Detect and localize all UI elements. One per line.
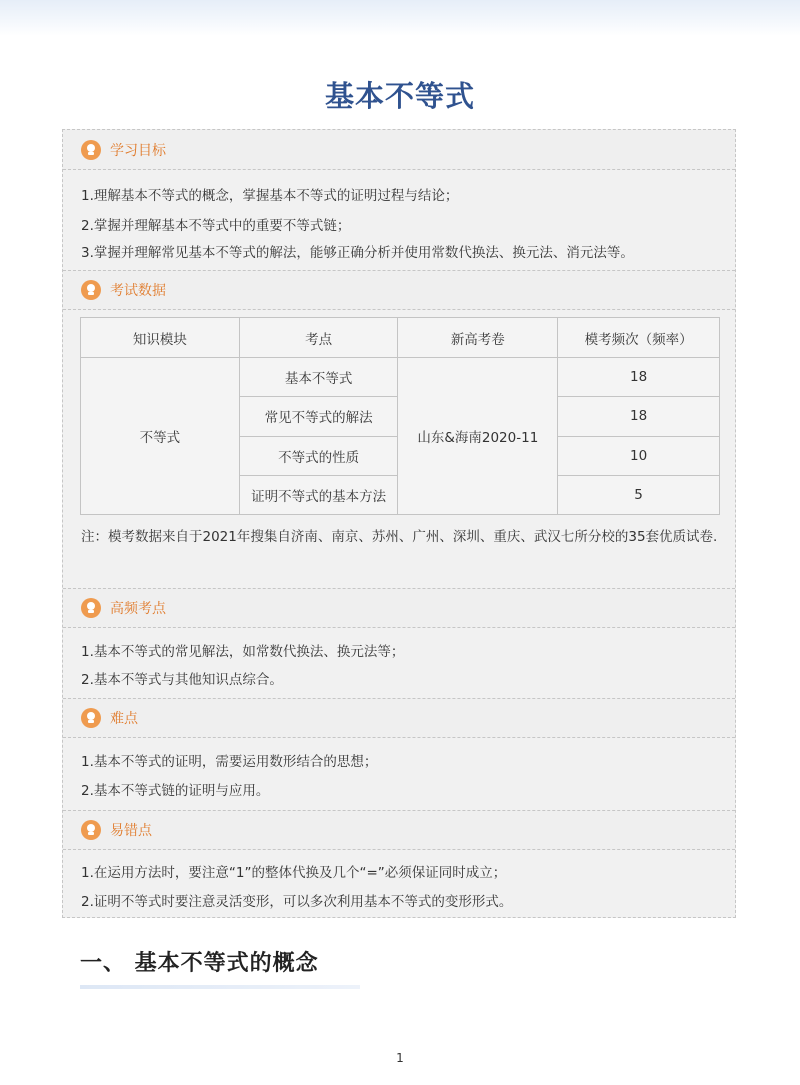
page-number: 1 xyxy=(396,1051,404,1065)
high-freq-line-1: 1.基本不等式的常见解法，如常数代换法、换元法等； xyxy=(81,644,405,660)
lightbulb-icon xyxy=(81,598,101,618)
section-title-high-freq: 高频考点 xyxy=(110,601,166,617)
freq-cell: 5 xyxy=(558,475,720,514)
table-header: 考点 xyxy=(239,318,398,358)
table-header: 新高考卷 xyxy=(398,318,558,358)
error-prone-line-1: 1.在运用方法时，要注意“1”的整体代换及几个“=”必须保证同时成立； xyxy=(81,865,507,881)
point-cell: 基本不等式 xyxy=(239,358,398,397)
chapter-title-underline xyxy=(80,985,360,989)
lightbulb-icon xyxy=(81,140,101,160)
exam-data-table xyxy=(80,317,720,515)
section-header-high-freq xyxy=(63,588,735,628)
high-freq-line-2: 2.基本不等式与其他知识点综合。 xyxy=(81,672,283,688)
goal-line-1: 1.理解基本不等式的概念，掌握基本不等式的证明过程与结论； xyxy=(81,188,459,204)
goal-line-3: 3.掌握并理解常见基本不等式的解法，能够正确分析并使用常数代换法、换元法、消元法等。 xyxy=(81,245,634,261)
table-header: 模考频次（频率） xyxy=(558,318,720,358)
table-header-row xyxy=(81,318,720,358)
top-decoration xyxy=(0,0,800,36)
section-title-goals: 学习目标 xyxy=(110,142,166,159)
difficult-line-2: 2.基本不等式链的证明与应用。 xyxy=(81,783,270,799)
section-title-difficult: 难点 xyxy=(110,711,138,727)
freq-cell: 18 xyxy=(558,358,720,397)
point-cell: 不等式的性质 xyxy=(239,436,398,475)
error-prone-line-2: 2.证明不等式时要注意灵活变形，可以多次利用基本不等式的变形形式。 xyxy=(81,894,513,910)
difficult-line-1: 1.基本不等式的证明，需要运用数形结合的思想； xyxy=(81,754,378,770)
table-header: 知识模块 xyxy=(81,318,240,358)
chapter-title: 一、 基本不等式的概念 xyxy=(80,951,319,976)
freq-cell: 18 xyxy=(558,397,720,436)
exam-note: 注：模考数据来自于2021年搜集自济南、南京、苏州、广州、深圳、重庆、武汉七所分校的35套优质试卷. xyxy=(81,529,718,545)
freq-cell: 10 xyxy=(558,436,720,475)
page-title: 基本不等式 xyxy=(324,79,475,113)
summary-box xyxy=(62,129,736,918)
point-cell: 常见不等式的解法 xyxy=(239,397,398,436)
section-header-error-prone xyxy=(63,810,735,850)
section-title-exam: 考试数据 xyxy=(110,283,166,299)
section-header-exam xyxy=(63,270,735,310)
new-exam-cell: 山东&海南2020-11 xyxy=(398,358,558,515)
table-row xyxy=(81,358,720,397)
goal-line-2: 2.掌握并理解基本不等式中的重要不等式链； xyxy=(81,218,351,234)
section-title-error-prone: 易错点 xyxy=(110,823,152,839)
lightbulb-icon xyxy=(81,280,101,300)
section-header-difficult xyxy=(63,698,735,738)
lightbulb-icon xyxy=(81,708,101,728)
section-header-goals xyxy=(63,130,735,170)
point-cell: 证明不等式的基本方法 xyxy=(239,475,398,514)
lightbulb-icon xyxy=(81,820,101,840)
module-cell: 不等式 xyxy=(81,358,240,515)
